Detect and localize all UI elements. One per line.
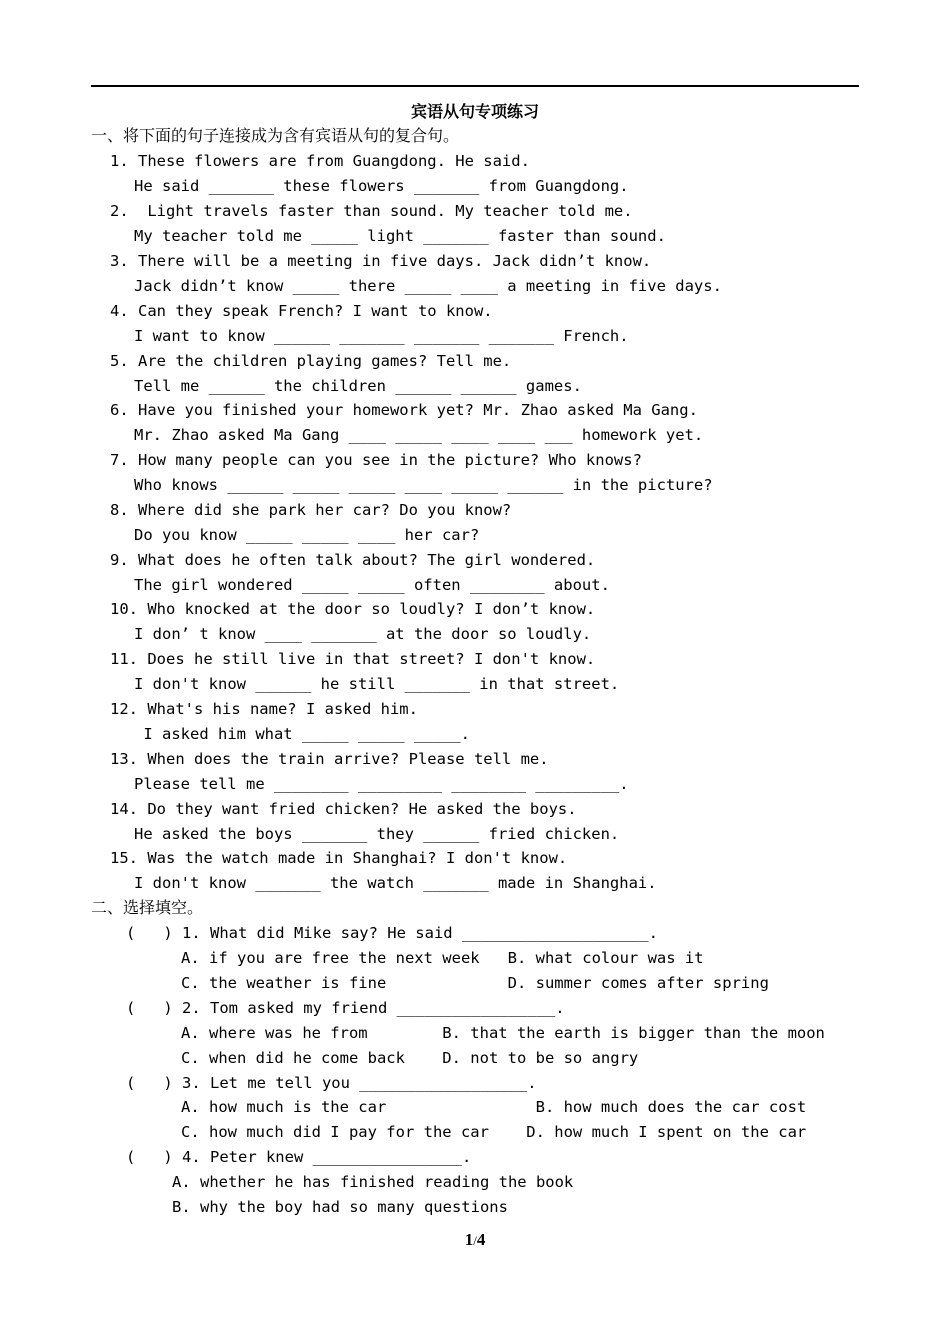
s1-q4-answer: I want to know ______ _______ _______ _______ French.: [134, 327, 629, 345]
s1-q3-question: 3. There will be a meeting in five days. Jack didn’t know.: [110, 252, 652, 270]
s1-q11-answer: I don't know ______ he still _______ in that street.: [134, 675, 620, 693]
s1-q6-question: 6. Have you finished your homework yet? Mr. Zhao asked Ma Gang.: [110, 401, 698, 419]
section1-heading: 一、将下面的句子连接成为含有宾语从句的复合句。: [91, 126, 460, 145]
s1-q8-answer: Do you know _____ _____ ____ her car?: [134, 526, 480, 544]
s1-q14-answer: He asked the boys _______ they ______ fried chicken.: [134, 825, 620, 843]
s1-q5-question: 5. Are the children playing games? Tell me.: [110, 352, 512, 370]
s1-q15-answer: I don't know _______ the watch _______ made in Shanghai.: [134, 874, 657, 892]
s1-q1-answer: He said _______ these flowers _______ from Guangdong.: [134, 177, 629, 195]
section2-heading: 二、选择填空。: [91, 898, 204, 917]
s1-q8-question: 8. Where did she park her car? Do you know?: [110, 501, 512, 519]
page-total: 4: [476, 1230, 486, 1249]
page-separator: /: [473, 1233, 477, 1248]
s1-q15-question: 15. Was the watch made in Shanghai? I don't know.: [110, 849, 568, 867]
s1-q4-question: 4. Can they speak French? I want to know.: [110, 302, 493, 320]
s2-q3-options-row2: C. how much did I pay for the car D. how much I spent on the car: [181, 1123, 807, 1141]
s1-q13-answer: Please tell me ________ _________ ________ _________.: [134, 775, 629, 793]
s1-q5-answer: Tell me ______ the children ______ ______ games.: [134, 377, 582, 395]
page-number: [0, 1228, 950, 1253]
s1-q1-question: 1. These flowers are from Guangdong. He said.: [110, 152, 530, 170]
s1-q2-question: 2. Light travels faster than sound. My teacher told me.: [110, 202, 633, 220]
s1-q10-question: 10. Who knocked at the door so loudly? I don’t know.: [110, 600, 596, 618]
s2-q3-stem: ( ) 3. Let me tell you __________________.: [126, 1074, 537, 1092]
s2-q2-options-row2: C. when did he come back D. not to be so angry: [181, 1049, 639, 1067]
s1-q7-answer: Who knows ______ _____ _____ ____ _____ ______ in the picture?: [134, 476, 713, 494]
s2-q2-stem: ( ) 2. Tom asked my friend _________________.: [126, 999, 565, 1017]
s2-q2-options-row1: A. where was he from B. that the earth is bigger than the moon: [181, 1024, 825, 1042]
s1-q13-question: 13. When does the train arrive? Please tell me.: [110, 750, 549, 768]
header-rule: [91, 85, 859, 87]
s1-q14-question: 14. Do they want fried chicken? He asked the boys.: [110, 800, 577, 818]
s1-q6-answer: Mr. Zhao asked Ma Gang ____ _____ ____ ____ ___ homework yet.: [134, 426, 704, 444]
s1-q9-question: 9. What does he often talk about? The girl wondered.: [110, 551, 596, 569]
s2-q4-option-b: B. why the boy had so many questions: [172, 1198, 508, 1216]
s1-q2-answer: My teacher told me _____ light _______ faster than sound.: [134, 227, 666, 245]
s1-q9-answer: The girl wondered _____ _____ often ________ about.: [134, 576, 610, 594]
s1-q7-question: 7. How many people can you see in the picture? Who knows?: [110, 451, 642, 469]
s2-q1-options-row2: C. the weather is fine D. summer comes after spring: [181, 974, 769, 992]
s1-q10-answer: I don’ t know ____ _______ at the door so loudly.: [134, 625, 592, 643]
page-current: 1: [464, 1230, 474, 1249]
s1-q3-answer: Jack didn’t know _____ there _____ ____ a meeting in five days.: [134, 277, 722, 295]
s2-q1-options-row1: A. if you are free the next week B. what colour was it: [181, 949, 704, 967]
s1-q12-question: 12. What's his name? I asked him.: [110, 700, 418, 718]
s2-q4-stem: ( ) 4. Peter knew ________________.: [126, 1148, 472, 1166]
s2-q3-options-row1: A. how much is the car B. how much does the car cost: [181, 1098, 807, 1116]
s1-q11-question: 11. Does he still live in that street? I don't know.: [110, 650, 596, 668]
s2-q4-option-a: A. whether he has finished reading the book: [172, 1173, 574, 1191]
page-title: 宾语从句专项练习: [410, 102, 539, 121]
s1-q12-answer: I asked him what _____ _____ _____.: [134, 725, 470, 743]
s2-q1-stem: ( ) 1. What did Mike say? He said ____________________.: [126, 924, 658, 942]
